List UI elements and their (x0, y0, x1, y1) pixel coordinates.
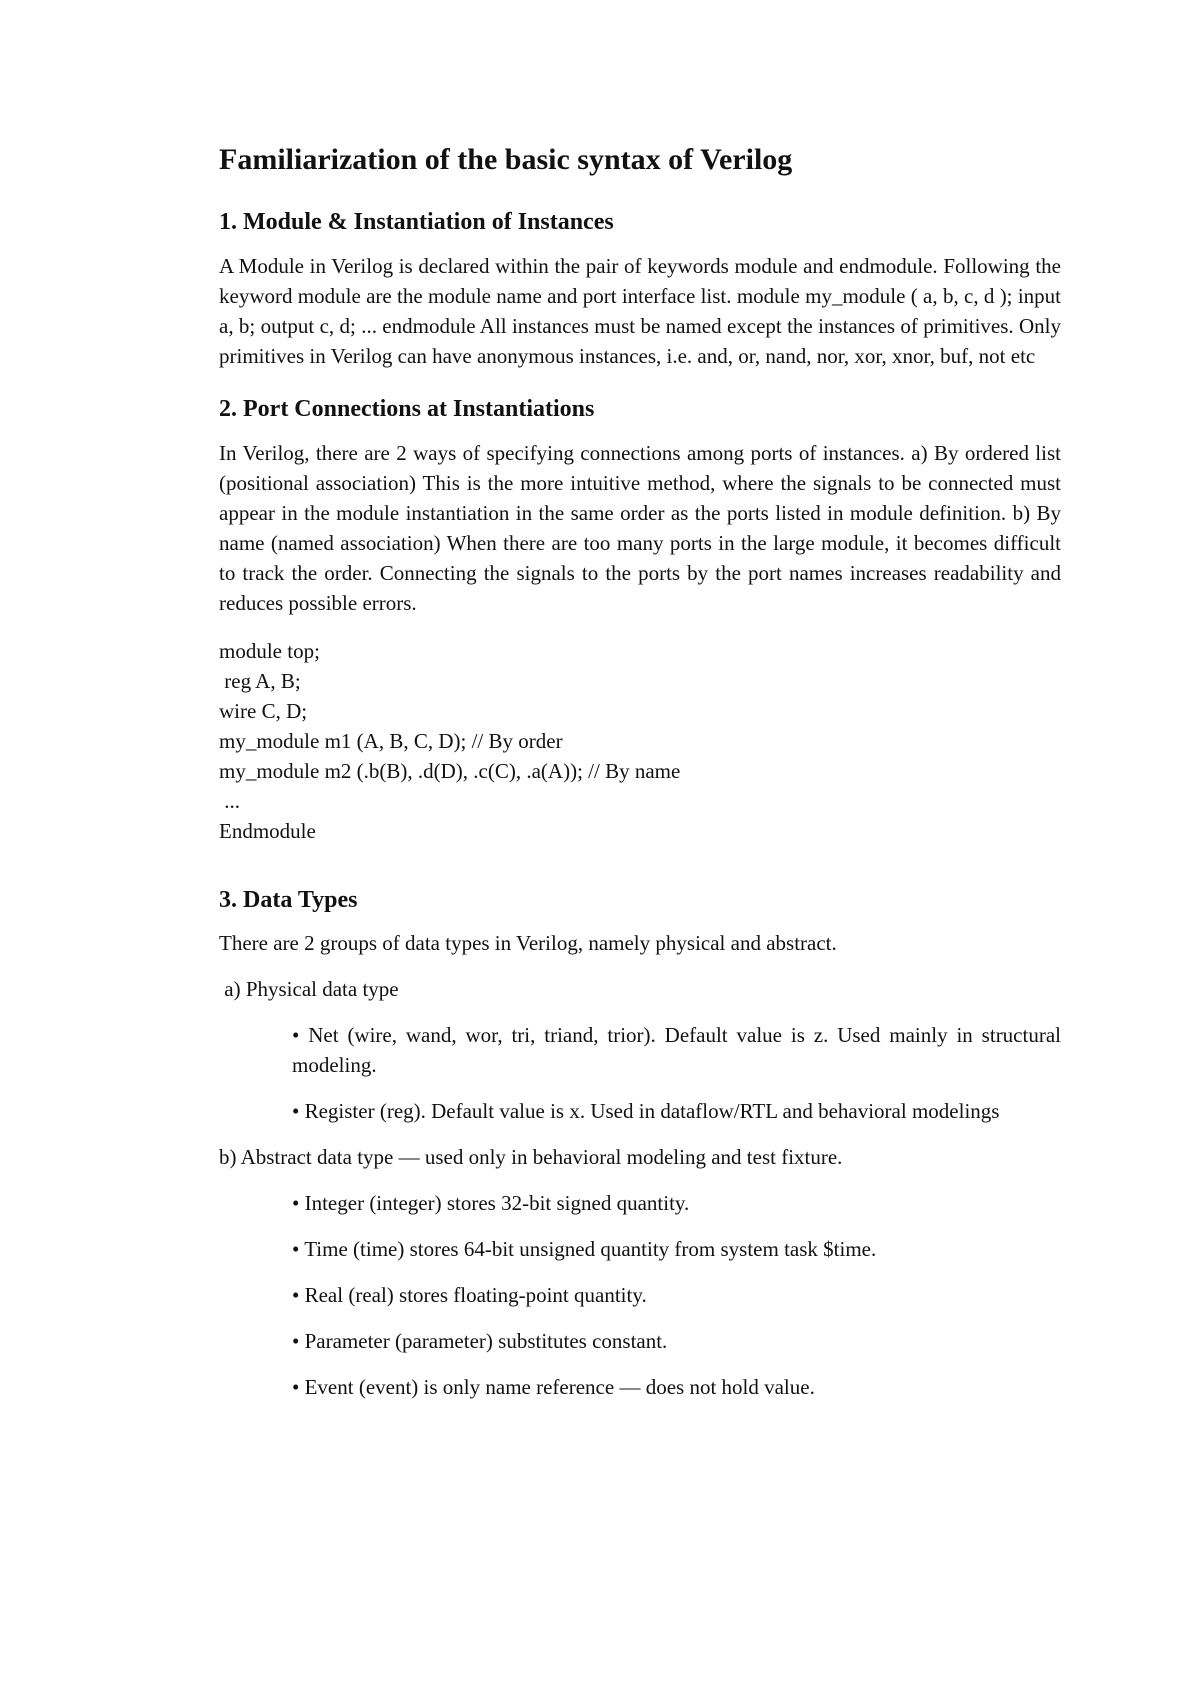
list-item: • Real (real) stores floating-point quantity. (292, 1283, 647, 1308)
section-heading-module: 1. Module & Instantiation of Instances (219, 209, 614, 235)
section-body-port-connections: In Verilog, there are 2 ways of specifying connections among ports of instances. a) By ordered list (positional association) This is the more intuitive method, where the signals to be connected must appear in the module instantiation in the same order as the ports listed in module definition. b) By name (named association) When there are too many ports in the large module, it becomes difficult to track the order. Connecting the signals to the ports by the port names increases readability and reduces possible errors. (219, 440, 1061, 615)
code-line: my_module m2 (.b(B), .d(D), .c(C), .a(A)); // By name (219, 758, 681, 783)
list-item: • Net (wire, wand, wor, tri, triand, trior). Default value is z. Used mainly in structural modeling. (292, 1023, 1061, 1078)
code-line: wire C, D; (219, 698, 308, 723)
section-heading-data-types: 3. Data Types (219, 886, 358, 913)
physical-data-type-label: a) Physical data type (219, 977, 399, 1002)
code-line: reg A, B; (219, 668, 301, 693)
list-item: • Event (event) is only name reference — does not hold value. (292, 1375, 815, 1400)
document-page (219, 142, 1061, 1418)
data-types-intro: There are 2 groups of data types in Verilog, namely physical and abstract. (219, 931, 837, 956)
list-item: • Time (time) stores 64-bit unsigned quantity from system task $time. (292, 1237, 877, 1262)
code-line: Endmodule (219, 818, 316, 843)
code-example (219, 636, 1061, 846)
list-item: • Register (reg). Default value is x. Used in dataflow/RTL and behavioral modelings (292, 1099, 1000, 1124)
list-item: • Integer (integer) stores 32-bit signed quantity. (292, 1191, 690, 1216)
section-body-module: A Module in Verilog is declared within the pair of keywords module and endmodule. Following the keyword module are the module name and port interface list. module my_module ( a, b, c, d ); input a, b; output c, d; ... endmodule All instances must be named except the instances of primitives. Only primitives in Verilog can have anonymous instances, i.e. and, or, nand, nor, xor, xnor, buf, not etc (219, 253, 1061, 368)
code-line: my_module m1 (A, B, C, D); // By order (219, 728, 563, 753)
code-line: ... (219, 788, 240, 813)
document-title: Familiarization of the basic syntax of Verilog (219, 143, 793, 176)
section-heading-port-connections: 2. Port Connections at Instantiations (219, 395, 595, 422)
code-line: module top; (219, 638, 320, 663)
list-item: • Parameter (parameter) substitutes constant. (292, 1329, 668, 1354)
abstract-data-type-label: b) Abstract data type — used only in behavioral modeling and test fixture. (219, 1145, 843, 1170)
